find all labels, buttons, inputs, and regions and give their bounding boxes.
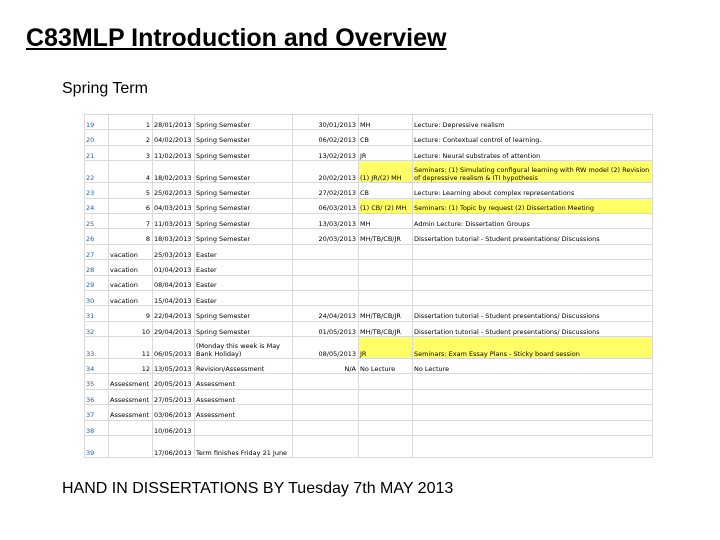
lecturer-cell — [359, 260, 413, 275]
date2-cell — [293, 244, 359, 259]
date-cell: 01/04/2013 — [153, 260, 195, 275]
week-cell: 23 — [85, 183, 109, 198]
table-row — [85, 115, 653, 130]
week-cell: 30 — [85, 290, 109, 305]
session-cell: 3 — [109, 145, 153, 160]
term-cell: Easter — [195, 290, 293, 305]
table-row — [85, 436, 653, 458]
date2-cell — [293, 275, 359, 290]
term-cell: Easter — [195, 275, 293, 290]
date2-cell — [293, 389, 359, 404]
table-row — [85, 244, 653, 259]
date2-cell — [293, 405, 359, 420]
term-cell: Easter — [195, 244, 293, 259]
week-cell: 29 — [85, 275, 109, 290]
date-cell: 15/04/2013 — [153, 290, 195, 305]
topic-cell: Dissertation tutorial - Student presentations/ Discussions — [413, 229, 653, 244]
term-cell: Assessment — [195, 389, 293, 404]
term-cell: Term finishes Friday 21 June — [195, 436, 293, 458]
date2-cell: 13/03/2013 — [293, 213, 359, 228]
topic-cell — [413, 244, 653, 259]
topic-cell: Lecture: Neural substrates of attention — [413, 145, 653, 160]
schedule-table — [84, 114, 653, 458]
week-cell: 24 — [85, 198, 109, 213]
term-cell: Spring Semester — [195, 321, 293, 336]
term-cell: Spring Semester — [195, 115, 293, 130]
date-cell: 29/04/2013 — [153, 321, 195, 336]
lecturer-cell: No Lecture — [359, 359, 413, 374]
lecturer-cell — [359, 275, 413, 290]
date2-cell: 01/05/2013 — [293, 321, 359, 336]
session-cell: Assessment — [109, 374, 153, 389]
date2-cell: 24/04/2013 — [293, 306, 359, 321]
topic-cell: Lecture: Contextual control of learning. — [413, 130, 653, 145]
week-cell: 20 — [85, 130, 109, 145]
date-cell: 03/06/2013 — [153, 405, 195, 420]
date2-cell — [293, 260, 359, 275]
date-cell: 22/04/2013 — [153, 306, 195, 321]
term-cell: Easter — [195, 260, 293, 275]
date2-cell: 06/03/2013 — [293, 198, 359, 213]
session-cell: vacation — [109, 260, 153, 275]
lecturer-cell: CB — [359, 183, 413, 198]
week-cell: 28 — [85, 260, 109, 275]
term-cell — [195, 420, 293, 435]
lecturer-cell: MH/TB/CB/JR — [359, 229, 413, 244]
session-cell: 11 — [109, 337, 153, 359]
date-cell: 13/05/2013 — [153, 359, 195, 374]
table-row — [85, 130, 653, 145]
date-cell: 18/03/2013 — [153, 229, 195, 244]
date-cell: 25/03/2013 — [153, 244, 195, 259]
lecturer-cell — [359, 290, 413, 305]
date2-cell: 20/03/2013 — [293, 229, 359, 244]
topic-cell — [413, 374, 653, 389]
week-cell: 19 — [85, 115, 109, 130]
table-row — [85, 290, 653, 305]
table-row — [85, 161, 653, 183]
date-cell: 17/06/2013 — [153, 436, 195, 458]
term-cell: Spring Semester — [195, 213, 293, 228]
session-cell — [109, 436, 153, 458]
lecturer-cell: MH — [359, 115, 413, 130]
table-row — [85, 420, 653, 435]
date2-cell: 08/05/2013 — [293, 337, 359, 359]
table-row — [85, 405, 653, 420]
term-cell: Spring Semester — [195, 229, 293, 244]
table-row — [85, 306, 653, 321]
lecturer-cell: JR — [359, 145, 413, 160]
term-cell: Revision/Assessment — [195, 359, 293, 374]
week-cell: 39 — [85, 436, 109, 458]
term-cell: Assessment — [195, 405, 293, 420]
date2-cell: 06/02/2013 — [293, 130, 359, 145]
term-cell: Spring Semester — [195, 183, 293, 198]
session-cell: 7 — [109, 213, 153, 228]
term-cell: Spring Semester — [195, 145, 293, 160]
term-cell: Spring Semester — [195, 198, 293, 213]
date-cell: 25/02/2013 — [153, 183, 195, 198]
table-row — [85, 337, 653, 359]
table-row — [85, 374, 653, 389]
lecturer-cell — [359, 374, 413, 389]
session-cell: vacation — [109, 290, 153, 305]
page-title: C83MLP Introduction and Overview — [26, 24, 447, 52]
date-cell: 18/02/2013 — [153, 161, 195, 183]
lecturer-cell: MH/TB/CB/JR — [359, 321, 413, 336]
session-cell: 10 — [109, 321, 153, 336]
date-cell: 06/05/2013 — [153, 337, 195, 359]
session-cell: 12 — [109, 359, 153, 374]
lecturer-cell: JR — [359, 337, 413, 359]
week-cell: 25 — [85, 213, 109, 228]
term-cell: Assessment — [195, 374, 293, 389]
session-cell: 1 — [109, 115, 153, 130]
week-cell: 33 — [85, 337, 109, 359]
session-cell — [109, 420, 153, 435]
topic-cell — [413, 420, 653, 435]
session-cell: vacation — [109, 275, 153, 290]
week-cell: 31 — [85, 306, 109, 321]
date-cell: 11/03/2013 — [153, 213, 195, 228]
topic-cell: Lecture: Learning about complex representations — [413, 183, 653, 198]
session-cell: vacation — [109, 244, 153, 259]
topic-cell — [413, 405, 653, 420]
topic-cell — [413, 260, 653, 275]
term-cell: Spring Semester — [195, 130, 293, 145]
term-cell: Spring Semester — [195, 161, 293, 183]
topic-cell — [413, 275, 653, 290]
date-cell: 08/04/2013 — [153, 275, 195, 290]
topic-cell: Dissertation tutorial - Student presentations/ Discussions — [413, 321, 653, 336]
date2-cell: 20/02/2013 — [293, 161, 359, 183]
date2-cell: 30/01/2013 — [293, 115, 359, 130]
lecturer-cell — [359, 389, 413, 404]
lecturer-cell: (1) JR/(2) MH — [359, 161, 413, 183]
table-row — [85, 183, 653, 198]
session-cell: 8 — [109, 229, 153, 244]
date2-cell — [293, 436, 359, 458]
table-row — [85, 198, 653, 213]
date2-cell — [293, 290, 359, 305]
lecturer-cell — [359, 244, 413, 259]
table-row — [85, 359, 653, 374]
lecturer-cell: CB — [359, 130, 413, 145]
table-row — [85, 229, 653, 244]
hand-in-notice: HAND IN DISSERTATIONS BY Tuesday 7th MAY 2013 — [62, 480, 454, 497]
topic-cell — [413, 290, 653, 305]
week-cell: 38 — [85, 420, 109, 435]
session-cell: 9 — [109, 306, 153, 321]
date-cell: 04/03/2013 — [153, 198, 195, 213]
table-row — [85, 213, 653, 228]
table-row — [85, 260, 653, 275]
week-cell: 36 — [85, 389, 109, 404]
topic-cell: Lecture: Depressive realism — [413, 115, 653, 130]
table-row — [85, 321, 653, 336]
lecturer-cell: MH — [359, 213, 413, 228]
lecturer-cell: MH/TB/CB/JR — [359, 306, 413, 321]
date-cell: 11/02/2013 — [153, 145, 195, 160]
date2-cell: 27/02/2013 — [293, 183, 359, 198]
session-cell: Assessment — [109, 389, 153, 404]
lecturer-cell — [359, 420, 413, 435]
date-cell: 27/05/2013 — [153, 389, 195, 404]
lecturer-cell: (1) CB/ (2) MH — [359, 198, 413, 213]
date2-cell: 13/02/2013 — [293, 145, 359, 160]
topic-cell: No Lecture — [413, 359, 653, 374]
session-cell: Assessment — [109, 405, 153, 420]
date2-cell — [293, 420, 359, 435]
week-cell: 37 — [85, 405, 109, 420]
date-cell: 28/01/2013 — [153, 115, 195, 130]
topic-cell: Seminars: (1) Topic by request (2) Dissertation Meeting — [413, 198, 653, 213]
topic-cell: Seminars: (1) Simulating configural learning with RW model (2) Revision of depressive realism & ITI hypothesis — [413, 161, 653, 183]
date2-cell: N/A — [293, 359, 359, 374]
table-row — [85, 145, 653, 160]
session-cell: 6 — [109, 198, 153, 213]
week-cell: 22 — [85, 161, 109, 183]
term-cell: Spring Semester — [195, 306, 293, 321]
date-cell: 10/06/2013 — [153, 420, 195, 435]
session-cell: 5 — [109, 183, 153, 198]
table-row — [85, 389, 653, 404]
topic-cell — [413, 389, 653, 404]
week-cell: 21 — [85, 145, 109, 160]
topic-cell: Dissertation tutorial - Student presentations/ Discussions — [413, 306, 653, 321]
session-cell: 2 — [109, 130, 153, 145]
week-cell: 26 — [85, 229, 109, 244]
term-cell: (Monday this week is May Bank Holiday) — [195, 337, 293, 359]
session-cell: 4 — [109, 161, 153, 183]
topic-cell — [413, 436, 653, 458]
date2-cell — [293, 374, 359, 389]
lecturer-cell — [359, 436, 413, 458]
table-row — [85, 275, 653, 290]
week-cell: 27 — [85, 244, 109, 259]
week-cell: 35 — [85, 374, 109, 389]
date-cell: 04/02/2013 — [153, 130, 195, 145]
week-cell: 34 — [85, 359, 109, 374]
date-cell: 20/05/2013 — [153, 374, 195, 389]
schedule-body — [85, 115, 653, 458]
topic-cell: Admin Lecture: Dissertation Groups — [413, 213, 653, 228]
page-subtitle: Spring Term — [62, 80, 148, 97]
topic-cell: Seminars: Exam Essay Plans - Sticky board session — [413, 337, 653, 359]
lecturer-cell — [359, 405, 413, 420]
week-cell: 32 — [85, 321, 109, 336]
